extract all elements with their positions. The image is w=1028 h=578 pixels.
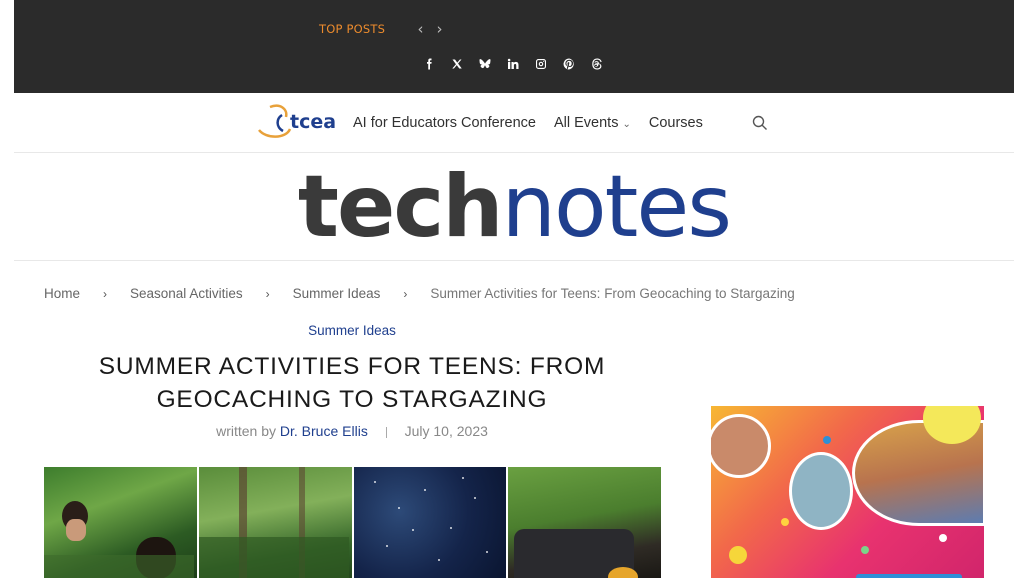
linkedin-icon[interactable]: [503, 54, 522, 74]
ad-photo-circle-1: [711, 414, 771, 478]
ad-confetti: [823, 436, 831, 444]
ad-cta-button[interactable]: [856, 574, 962, 578]
tcea-logo-text: tcea: [290, 111, 337, 133]
facebook-icon[interactable]: [419, 54, 438, 74]
article-category-label[interactable]: Summer Ideas: [308, 323, 396, 338]
site-masthead[interactable]: [14, 153, 1014, 261]
breadcrumb-current: Summer Activities for Teens: From Geocaching to Stargazing: [430, 286, 795, 301]
top-posts-nav: [414, 18, 446, 40]
pinterest-icon[interactable]: [559, 54, 578, 74]
chevron-left-icon[interactable]: ‹: [417, 20, 424, 38]
chevron-right-icon: ›: [103, 286, 108, 301]
breadcrumb-summer-ideas[interactable]: Summer Ideas: [292, 286, 381, 301]
article-title: SUMMER ACTIVITIES FOR TEENS: FROM GEOCACHING TO STARGAZING: [98, 353, 606, 413]
ad-confetti: [861, 546, 869, 554]
byline-prefix: written by: [216, 423, 277, 439]
chevron-right-icon: ›: [403, 286, 408, 301]
hero-panel-night-sky: [354, 467, 507, 578]
threads-icon[interactable]: [587, 54, 606, 74]
ad-photo-circle-2: [789, 452, 853, 530]
hero-panel-teens-outdoors: [44, 467, 197, 578]
ad-confetti: [781, 518, 789, 526]
hero-panel-forest: [199, 467, 352, 578]
nav-menu: [353, 93, 721, 153]
site-title: [14, 159, 1014, 255]
breadcrumb-home[interactable]: Home: [44, 286, 81, 301]
chevron-right-icon[interactable]: ›: [436, 20, 443, 38]
bluesky-icon[interactable]: [475, 54, 494, 74]
top-bar: [14, 0, 1014, 93]
site-title-part-a: tech: [297, 157, 502, 257]
article-date: July 10, 2023: [404, 423, 488, 439]
chevron-down-icon: ⌄: [622, 119, 631, 130]
nav-item-all-events[interactable]: [554, 115, 631, 131]
breadcrumb-seasonal-activities[interactable]: Seasonal Activities: [130, 286, 243, 301]
social-links: [419, 54, 606, 74]
meta-divider: [386, 427, 387, 438]
author-link[interactable]: Dr. Bruce Ellis: [279, 423, 368, 439]
tcea-logo[interactable]: [256, 99, 338, 141]
instagram-icon[interactable]: [531, 54, 550, 74]
site-title-part-b: notes: [501, 157, 731, 257]
hero-panel-phone-gps: [508, 467, 661, 578]
chevron-right-icon: ›: [265, 286, 270, 301]
nav-item-courses[interactable]: Courses: [648, 115, 703, 131]
article-meta: [44, 423, 660, 439]
nav-item-ai-conference[interactable]: AI for Educators Conference: [353, 115, 536, 131]
main-nav: [14, 93, 1014, 153]
nav-item-all-events-label: All Events: [553, 115, 619, 131]
article-category[interactable]: [44, 323, 660, 338]
breadcrumb: [44, 286, 795, 301]
x-icon[interactable]: [447, 54, 466, 74]
article-hero-image: [44, 467, 661, 578]
search-icon[interactable]: [752, 115, 768, 131]
ad-logo-sun: [729, 546, 747, 564]
top-posts-label: TOP POSTS: [319, 22, 386, 36]
sidebar-ad-banner[interactable]: [711, 406, 984, 578]
ad-confetti: [939, 534, 947, 542]
